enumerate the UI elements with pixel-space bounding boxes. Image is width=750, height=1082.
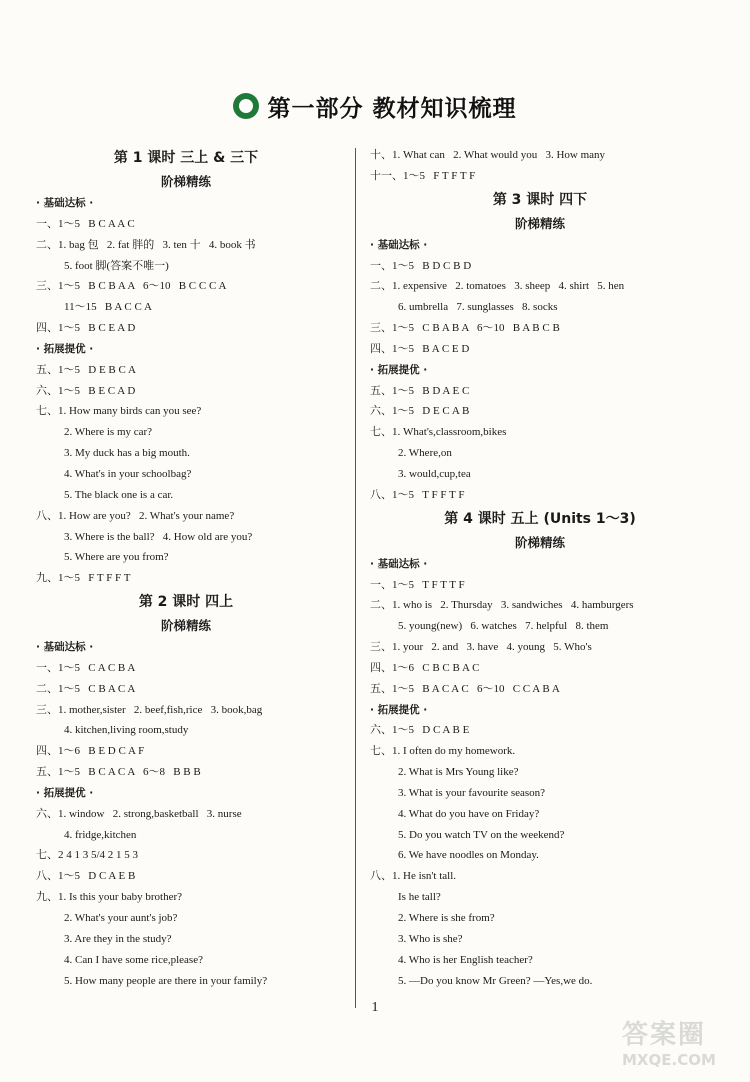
answer-line: 七、1. What's,classroom,bikes bbox=[370, 426, 507, 439]
answer-line-indented: Is he tall? bbox=[398, 891, 441, 904]
section-label: · 基础达标 · bbox=[370, 238, 428, 251]
answer-line-indented: 5. The black one is a car. bbox=[64, 488, 174, 501]
lesson-heading: 第 4 课时 五上 (Units 1～3) bbox=[444, 510, 636, 527]
answer-line: 五、1～5 D E B C A bbox=[36, 363, 136, 376]
section-banner bbox=[0, 88, 750, 124]
answer-line-indented: 2. What's your aunt's job? bbox=[64, 912, 178, 924]
answer-line: 八、1～5 T F F T F bbox=[370, 488, 465, 501]
answer-line-indented: 4. fridge,kitchen bbox=[64, 828, 137, 841]
answer-line: 三、1. your 2. and 3. have 4. young 5. Who's bbox=[370, 641, 592, 654]
answer-line-indented: 11～15 B A C C A bbox=[64, 301, 152, 314]
answer-line: 九、1. Is this your baby brother? bbox=[36, 891, 183, 904]
subheading: 阶梯精练 bbox=[514, 534, 565, 550]
answer-line: 六、1～5 D C A B E bbox=[370, 724, 470, 737]
answer-line-indented: 3. My duck has a big mouth. bbox=[64, 447, 190, 460]
answer-line: 十、1. What can 2. What would you 3. How many bbox=[370, 149, 606, 161]
answer-line: 二、1. who is 2. Thursday 3. sandwiches 4. hamburgers bbox=[370, 599, 634, 612]
answer-line: 一、1～5 B D C B D bbox=[370, 259, 472, 272]
answer-line: 六、1～5 B E C A D bbox=[36, 384, 136, 397]
answer-line-indented: 4. What's in your schoolbag? bbox=[64, 467, 192, 480]
lesson-heading: 第 2 课时 四上 bbox=[138, 594, 234, 611]
answer-line: 八、1～5 D C A E B bbox=[36, 870, 136, 883]
subheading: 阶梯精练 bbox=[514, 215, 565, 231]
right-column bbox=[370, 145, 710, 991]
section-label: · 拓展提优 · bbox=[370, 703, 428, 716]
answer-line-indented: 3. would,cup,tea bbox=[398, 467, 471, 480]
answer-line-indented: 3. What is your favourite season? bbox=[398, 786, 546, 799]
answer-line-indented: 2. Where is she from? bbox=[398, 912, 495, 924]
subheading: 阶梯精练 bbox=[160, 618, 211, 634]
answer-line-indented: 3. Where is the ball? 4. How old are you? bbox=[64, 530, 253, 543]
answer-line: 二、1～5 C B A C A bbox=[36, 682, 136, 695]
answer-line-indented: 2. Where is my car? bbox=[64, 426, 153, 439]
answer-line: 一、1～5 B C A A C bbox=[36, 217, 135, 230]
watermark-top: 答案圈 bbox=[622, 1020, 707, 1050]
answer-line: 七、2 4 1 3 5/4 2 1 5 3 bbox=[36, 849, 139, 862]
circle-logo-icon bbox=[233, 93, 259, 119]
page-number: 1 bbox=[371, 1000, 379, 1015]
answer-line: 二、1. expensive 2. tomatoes 3. sheep 4. shirt 5. hen bbox=[370, 280, 625, 293]
subheading: 阶梯精练 bbox=[160, 174, 211, 189]
answer-line: 五、1～5 B D A E C bbox=[370, 384, 470, 397]
answer-line: 五、1～5 B C A C A 6～8 B B B bbox=[36, 766, 201, 779]
answer-line: 七、1. I often do my homework. bbox=[370, 745, 516, 758]
answer-line-indented: 5. young(new) 6. watches 7. helpful 8. them bbox=[398, 620, 609, 633]
lesson-heading: 第 1 课时 三上 & 三下 bbox=[113, 150, 259, 166]
answer-line-indented: 4. What do you have on Friday? bbox=[398, 807, 540, 820]
answer-line: 七、1. How many birds can you see? bbox=[36, 405, 202, 418]
answer-line-indented: 6. We have noodles on Monday. bbox=[398, 849, 539, 862]
answer-line: 六、1. window 2. strong,basketball 3. nurse bbox=[36, 807, 242, 820]
answer-line: 四、1～5 B A C E D bbox=[370, 342, 470, 355]
answer-line-indented: 4. kitchen,living room,study bbox=[64, 724, 189, 737]
answer-line-indented: 5. foot 脚(答案不唯一) bbox=[64, 259, 169, 272]
left-column bbox=[36, 145, 336, 991]
answer-line-indented: 2. What is Mrs Young like? bbox=[398, 766, 519, 779]
answer-line: 五、1～5 B A C A C 6～10 C C A B A bbox=[370, 682, 560, 695]
answer-line-indented: 4. Can I have some rice,please? bbox=[64, 953, 203, 966]
section-label: · 基础达标 · bbox=[36, 197, 94, 209]
answer-line-indented: 2. Where,on bbox=[398, 447, 452, 460]
answer-line: 三、1～5 B C B A A 6～10 B C C C A bbox=[36, 280, 227, 293]
answer-line: 三、1～5 C B A B A 6～10 B A B C B bbox=[370, 322, 560, 335]
section-label: · 拓展提优 · bbox=[36, 342, 94, 355]
answer-line: 三、1. mother,sister 2. beef,fish,rice 3. book,bag bbox=[36, 703, 263, 716]
answer-line-indented: 5. —Do you know Mr Green? —Yes,we do. bbox=[398, 974, 593, 987]
answer-line: 四、1～5 B C E A D bbox=[36, 322, 136, 335]
answer-line: 一、1～5 C A C B A bbox=[36, 661, 136, 674]
answer-line: 二、1. bag 包 2. fat 胖的 3. ten 十 4. book 书 bbox=[36, 238, 256, 251]
section-label: · 拓展提优 · bbox=[370, 363, 428, 376]
lesson-heading: 第 3 课时 四下 bbox=[492, 191, 588, 208]
answer-line: 十一、1～5 F T F T F bbox=[370, 169, 476, 182]
answer-line: 六、1～5 D E C A B bbox=[370, 405, 470, 418]
answer-line-indented: 5. How many people are there in your family? bbox=[64, 974, 268, 987]
answer-line: 九、1～5 F T F F T bbox=[36, 572, 131, 585]
column-divider bbox=[355, 148, 356, 1008]
answer-line-indented: 5. Where are you from? bbox=[64, 551, 169, 564]
answer-line: 四、1～6 C B C B A C bbox=[370, 661, 480, 674]
section-label: · 基础达标 · bbox=[36, 641, 94, 654]
page-title: 第一部分 教材知识梳理 bbox=[267, 95, 517, 122]
answer-line-indented: 6. umbrella 7. sunglasses 8. socks bbox=[398, 301, 558, 314]
watermark-logo bbox=[622, 1014, 740, 1074]
answer-line-indented: 4. Who is her English teacher? bbox=[398, 953, 533, 966]
answer-line: 一、1～5 T F T T F bbox=[370, 578, 465, 591]
answer-line: 八、1. He isn't tall. bbox=[370, 870, 457, 883]
watermark-bottom: MXQE.COM bbox=[622, 1051, 716, 1069]
answer-line-indented: 5. Do you watch TV on the weekend? bbox=[398, 828, 565, 841]
section-label: · 拓展提优 · bbox=[36, 786, 94, 799]
answer-line-indented: 3. Are they in the study? bbox=[64, 932, 172, 945]
answer-line: 八、1. How are you? 2. What's your name? bbox=[36, 509, 235, 522]
answer-line: 四、1～6 B E D C A F bbox=[36, 745, 145, 758]
answer-line-indented: 3. Who is she? bbox=[398, 932, 463, 945]
section-label: · 基础达标 · bbox=[370, 557, 428, 570]
